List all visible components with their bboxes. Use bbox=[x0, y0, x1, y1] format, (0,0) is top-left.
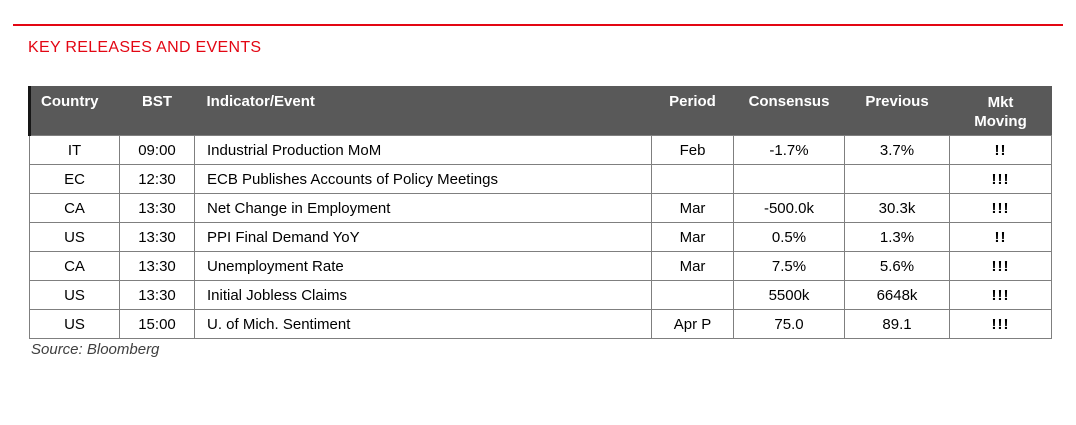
cell-previous: 3.7% bbox=[845, 136, 950, 165]
cell-period: Mar bbox=[652, 252, 734, 281]
cell-consensus: 5500k bbox=[734, 281, 845, 310]
cell-mkt-moving: !!! bbox=[950, 252, 1052, 281]
cell-indicator-event: U. of Mich. Sentiment bbox=[195, 310, 652, 339]
cell-period bbox=[652, 281, 734, 310]
cell-period: Mar bbox=[652, 194, 734, 223]
cell-time-bst: 13:30 bbox=[120, 194, 195, 223]
cell-mkt-moving: !! bbox=[950, 223, 1052, 252]
cell-time-bst: 12:30 bbox=[120, 165, 195, 194]
table-row bbox=[30, 165, 1052, 194]
cell-country: CA bbox=[30, 252, 120, 281]
cell-consensus bbox=[734, 165, 845, 194]
cell-mkt-moving: !!! bbox=[950, 194, 1052, 223]
cell-previous bbox=[845, 165, 950, 194]
table-row bbox=[30, 252, 1052, 281]
column-header-previous: Previous bbox=[845, 86, 950, 136]
cell-country: US bbox=[30, 281, 120, 310]
cell-time-bst: 13:30 bbox=[120, 281, 195, 310]
cell-consensus: -1.7% bbox=[734, 136, 845, 165]
cell-indicator-event: Net Change in Employment bbox=[195, 194, 652, 223]
table-row bbox=[30, 223, 1052, 252]
events-table-body bbox=[30, 136, 1052, 339]
cell-indicator-event: Unemployment Rate bbox=[195, 252, 652, 281]
cell-country: US bbox=[30, 223, 120, 252]
table-row bbox=[30, 136, 1052, 165]
page-title: KEY RELEASES AND EVENTS bbox=[28, 39, 262, 56]
cell-time-bst: 13:30 bbox=[120, 252, 195, 281]
cell-time-bst: 15:00 bbox=[120, 310, 195, 339]
cell-indicator-event: PPI Final Demand YoY bbox=[195, 223, 652, 252]
cell-consensus: 75.0 bbox=[734, 310, 845, 339]
column-header-period: Period bbox=[652, 86, 734, 136]
cell-consensus: -500.0k bbox=[734, 194, 845, 223]
cell-consensus: 0.5% bbox=[734, 223, 845, 252]
cell-period: Mar bbox=[652, 223, 734, 252]
cell-mkt-moving: !! bbox=[950, 136, 1052, 165]
cell-period: Feb bbox=[652, 136, 734, 165]
cell-time-bst: 13:30 bbox=[120, 223, 195, 252]
header-row bbox=[30, 86, 1052, 136]
column-header-consensus: Consensus bbox=[734, 86, 845, 136]
cell-country: IT bbox=[30, 136, 120, 165]
events-table-header bbox=[30, 86, 1052, 136]
column-header-bst: BST bbox=[120, 86, 195, 136]
cell-indicator-event: Initial Jobless Claims bbox=[195, 281, 652, 310]
cell-time-bst: 09:00 bbox=[120, 136, 195, 165]
cell-previous: 1.3% bbox=[845, 223, 950, 252]
cell-period: Apr P bbox=[652, 310, 734, 339]
cell-indicator-event: Industrial Production MoM bbox=[195, 136, 652, 165]
column-header-country: Country bbox=[30, 86, 120, 136]
cell-country: US bbox=[30, 310, 120, 339]
cell-indicator-event: ECB Publishes Accounts of Policy Meetings bbox=[195, 165, 652, 194]
table-row bbox=[30, 281, 1052, 310]
column-header-mkt-moving-label: Mkt Moving bbox=[974, 94, 1027, 130]
source-note: Source: Bloomberg bbox=[31, 341, 160, 358]
cell-country: CA bbox=[30, 194, 120, 223]
cell-mkt-moving: !!! bbox=[950, 310, 1052, 339]
cell-previous: 5.6% bbox=[845, 252, 950, 281]
cell-previous: 30.3k bbox=[845, 194, 950, 223]
column-header-indicator: Indicator/Event bbox=[195, 86, 652, 136]
events-table bbox=[28, 86, 1052, 339]
cell-mkt-moving: !!! bbox=[950, 165, 1052, 194]
column-header-mkt-moving bbox=[950, 86, 1052, 136]
cell-mkt-moving: !!! bbox=[950, 281, 1052, 310]
table-row bbox=[30, 194, 1052, 223]
cell-country: EC bbox=[30, 165, 120, 194]
cell-previous: 6648k bbox=[845, 281, 950, 310]
table-row bbox=[30, 310, 1052, 339]
cell-previous: 89.1 bbox=[845, 310, 950, 339]
cell-period bbox=[652, 165, 734, 194]
top-red-rule bbox=[13, 24, 1063, 26]
cell-consensus: 7.5% bbox=[734, 252, 845, 281]
